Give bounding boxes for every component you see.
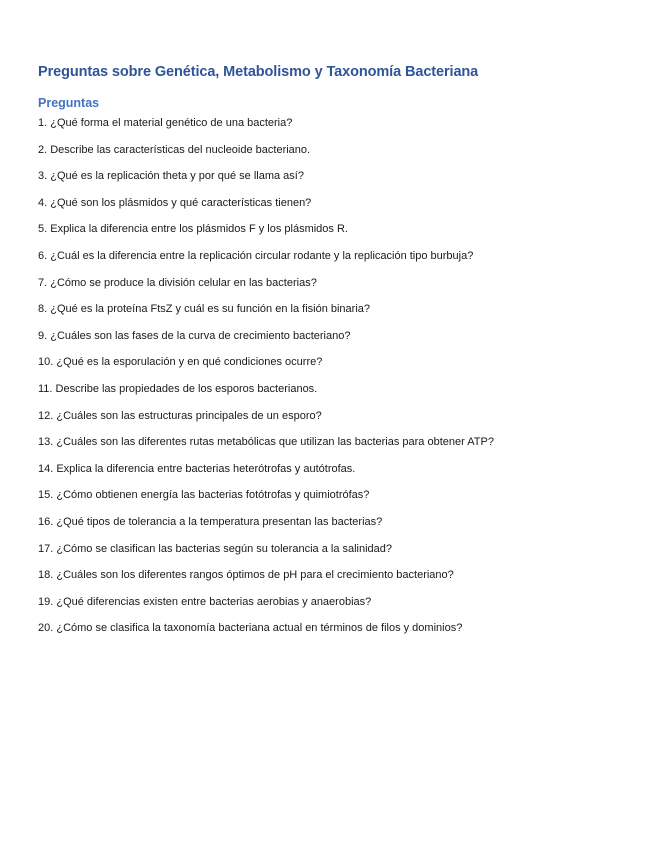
- question-item: 1. ¿Qué forma el material genético de una bacteria?: [38, 117, 293, 129]
- section-heading: Preguntas: [38, 96, 100, 110]
- question-item: 4. ¿Qué son los plásmidos y qué características tienen?: [38, 196, 312, 209]
- document-title: Preguntas sobre Genética, Metabolismo y Taxonomía Bacteriana: [38, 64, 479, 80]
- question-item: 11. Describe las propiedades de los esporos bacterianos.: [38, 382, 318, 395]
- question-item: 16. ¿Qué tipos de tolerancia a la temperatura presentan las bacterias?: [38, 515, 383, 528]
- question-item: 12. ¿Cuáles son las estructuras principales de un esporo?: [38, 409, 322, 422]
- question-item: 5. Explica la diferencia entre los plásmidos F y los plásmidos R.: [38, 223, 348, 236]
- question-item: 7. ¿Cómo se produce la división celular en las bacterias?: [38, 276, 317, 289]
- question-item: 2. Describe las características del nucleoide bacteriano.: [38, 143, 311, 156]
- question-item: 8. ¿Qué es la proteína FtsZ y cuál es su función en la fisión binaria?: [38, 303, 371, 316]
- question-item: 13. ¿Cuáles son las diferentes rutas metabólicas que utilizan las bacterias para obtener ATP?: [38, 436, 494, 449]
- question-item: 9. ¿Cuáles son las fases de la curva de crecimiento bacteriano?: [38, 329, 351, 342]
- question-item: 15. ¿Cómo obtienen energía las bacterias fotótrofas y quimiotrófas?: [38, 489, 370, 502]
- question-item: 10. ¿Qué es la esporulación y en qué condiciones ocurre?: [38, 356, 323, 369]
- question-item: 14. Explica la diferencia entre bacterias heterótrofas y autótrofas.: [38, 462, 356, 475]
- question-item: 19. ¿Qué diferencias existen entre bacterias aerobias y anaerobias?: [38, 595, 372, 608]
- question-item: 6. ¿Cuál es la diferencia entre la replicación circular rodante y la replicación tipo burbuja?: [38, 249, 474, 262]
- question-item: 17. ¿Cómo se clasifican las bacterias según su tolerancia a la salinidad?: [38, 542, 393, 555]
- question-item: 18. ¿Cuáles son los diferentes rangos óptimos de pH para el crecimiento bacteriano?: [38, 569, 454, 582]
- questions-list: [38, 116, 494, 648]
- question-item: 3. ¿Qué es la replicación theta y por qué se llama así?: [38, 170, 304, 183]
- question-item: 20. ¿Cómo se clasifica la taxonomía bacteriana actual en términos de filos y dominios?: [38, 622, 463, 635]
